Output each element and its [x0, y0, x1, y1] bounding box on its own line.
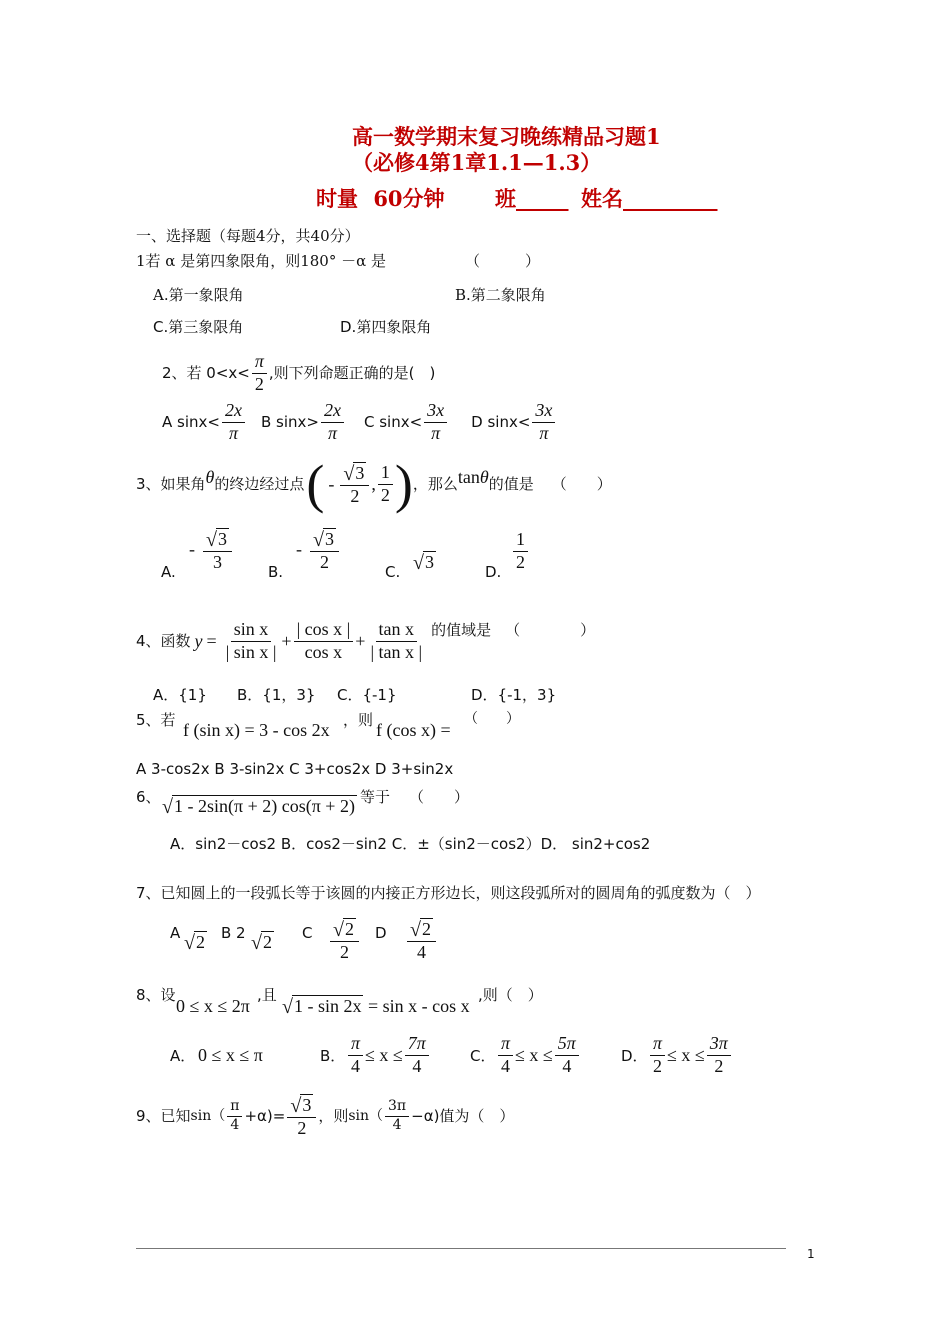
q9-sin-2: sin（: [348, 1107, 384, 1124]
q2-option-c-frac: [424, 401, 447, 444]
q5-condition: f (sin x) = 3 - cos 2x: [183, 720, 330, 740]
q3-stem: [136, 452, 612, 517]
section-heading: 一、选择题（每题4分，共40分）: [136, 227, 360, 245]
q7-option-b-expr: [251, 931, 274, 953]
frac-den: 2: [653, 1055, 663, 1076]
frac-den: | tan x |: [370, 641, 423, 662]
q3-tan: tan: [457, 466, 480, 487]
q9-stem: [136, 1094, 514, 1139]
q4-suffix: 的值域是: [431, 621, 492, 640]
q8-prefix: 8、设: [136, 986, 176, 1004]
q3-sqrt: √ 3: [343, 462, 365, 485]
frac-num: 1: [513, 530, 528, 552]
frac-num: tan x: [376, 620, 418, 642]
frac-den: 2: [297, 1117, 307, 1138]
q8-option-b: B．: [320, 1047, 346, 1065]
q4-option-c: C．{-1}: [337, 686, 397, 704]
q3-mid: 的终边经过点: [214, 475, 305, 494]
sqrt-body: 2: [344, 919, 354, 940]
q8-option-c-expr: [496, 1034, 581, 1077]
time-label: [316, 186, 445, 211]
q2-suffix: ,则下列命题正确的是( ): [268, 364, 436, 383]
q3-theta: θ: [205, 466, 215, 487]
frac-den: 2: [350, 485, 360, 506]
q3-d-frac: [513, 530, 528, 573]
frac-num: 3π: [707, 1034, 731, 1056]
q6-options: A．sin2－cos2 B．cos2－sin2 C．±（sin2－cos2）D． sin2+cos2: [170, 835, 651, 853]
q8-option-d-expr: [648, 1034, 733, 1077]
q4-frac-tan: [367, 620, 425, 663]
name-field: 姓名_________: [581, 186, 718, 211]
q9-plus-a: +α)=: [244, 1107, 286, 1126]
q2-option-c: C sinx<: [363, 413, 423, 432]
frac: [555, 1034, 579, 1077]
frac-num: 1: [378, 463, 393, 485]
sqrt: √ 3: [413, 551, 434, 574]
q4-option-b: B．{1，3}: [237, 686, 316, 704]
q7-option-a-expr: [184, 931, 207, 953]
q4-option-a: A．{1}: [153, 686, 207, 704]
frac-den: 4: [562, 1055, 572, 1076]
q2-frac-den: 2: [254, 373, 264, 394]
sqrt: √ 2: [410, 918, 431, 941]
q3-option-c-expr: [413, 551, 436, 573]
q2-frac-num: π: [252, 352, 267, 374]
q8-option-a: A．: [170, 1047, 196, 1065]
q9-frac-pi-4: [227, 1099, 242, 1133]
q8-option-c: C．: [470, 1047, 496, 1065]
q2-frac-pi-2: [252, 352, 267, 395]
q1-option-b: B.第二象限角: [455, 286, 546, 304]
frac-den: 2: [339, 941, 349, 962]
q2-stem: [162, 352, 435, 395]
frac-num: π: [227, 1099, 242, 1116]
q3-then: ，那么: [412, 475, 458, 494]
time-label-text: 时量: [316, 186, 358, 211]
frac-num: π: [498, 1034, 513, 1056]
q3-prefix: 3、如果角: [136, 475, 206, 494]
page-title: 高一数学期末复习晚练精品习题1: [352, 124, 661, 149]
q7-option-c-expr: [328, 918, 361, 963]
frac-den: 4: [230, 1116, 240, 1133]
sqrt-body: 3: [424, 552, 434, 572]
q4-prefix: 4、函数: [136, 632, 191, 651]
time-unit: 分钟: [402, 186, 445, 211]
q8-mid: ,且: [257, 986, 277, 1004]
q6-suffix: 等于: [360, 788, 391, 806]
q4-y: y: [194, 630, 203, 651]
sqrt-body: 3: [324, 529, 334, 550]
q5-prefix: 5、若: [136, 711, 176, 729]
q3-b-frac: [310, 528, 339, 573]
q3-theta-2: θ: [479, 466, 489, 487]
q3-option-d-expr: [511, 530, 530, 573]
frac: [407, 918, 436, 963]
q9-then: ，则: [318, 1107, 349, 1126]
q1-option-d: D.第四象限角: [340, 318, 432, 336]
q2-option-d: D sinx<: [471, 413, 531, 432]
sqrt-body: 3: [302, 1095, 312, 1116]
q5-options: A 3-cos2x B 3-sin2x C 3+cos2x D 3+sin2x: [136, 760, 454, 778]
q3-frac-1-2: [378, 463, 393, 506]
frac-den: π: [327, 422, 337, 443]
page-subtitle: （必修4第1章1.1—1.3）: [352, 150, 602, 175]
frac: [405, 1034, 429, 1077]
q3-option-a: A.: [161, 563, 176, 581]
q6-expr: [162, 795, 357, 817]
q5-answer-paren: （ ）: [464, 711, 520, 727]
frac: [650, 1034, 665, 1077]
sqrt-body: 3: [355, 463, 365, 484]
q8-option-d: D．: [621, 1047, 648, 1065]
q2-option-b: B sinx>: [260, 413, 319, 432]
frac-num: 5π: [555, 1034, 579, 1056]
q5-target: f (cos x) =: [376, 720, 451, 740]
sqrt-body: 2: [262, 932, 272, 952]
sqrt-body: 3: [217, 529, 227, 550]
frac-num: 3π: [385, 1099, 409, 1116]
q8-b-ineq: ≤ x ≤: [365, 1044, 403, 1065]
sqrt-body: 2: [421, 919, 431, 940]
q9-frac-sqrt3-2: [287, 1094, 316, 1139]
q3-option-a-expr: [189, 528, 234, 573]
sqrt: √ 3: [313, 528, 334, 551]
sqrt-body: 2: [195, 932, 205, 952]
q1-option-a: A.第一象限角: [153, 286, 244, 304]
frac-num: sin x: [231, 620, 272, 642]
q3-comma: ,: [371, 473, 376, 494]
q3-b-minus: -: [296, 539, 302, 560]
sqrt: √ 3: [290, 1094, 312, 1117]
q3-minus: -: [328, 473, 335, 494]
q3-option-d: D.: [485, 563, 502, 581]
frac: [498, 1034, 513, 1077]
frac-den: 4: [501, 1055, 511, 1076]
q6-prefix: 6、: [136, 788, 161, 806]
q4-answer-paren: （ ）: [505, 621, 596, 640]
q3-answer-paren: （ ）: [551, 475, 612, 494]
q9-frac-3pi-4: [385, 1099, 409, 1133]
sqrt: √ 1 - sin 2x: [282, 995, 362, 1018]
q2-options: [162, 401, 557, 444]
q7-option-a: A: [170, 924, 181, 942]
q5-then: ，则: [343, 711, 374, 729]
sqrt-body: 1 - 2sin(π + 2) cos(π + 2): [173, 796, 355, 816]
q9-prefix: 9、已知: [136, 1107, 191, 1126]
q2-option-d-frac: [532, 401, 555, 444]
q8-sqrt-expr: [282, 995, 363, 1017]
page-number: 1: [807, 1247, 815, 1261]
q4-plus-1: +: [281, 630, 292, 651]
frac-den: π: [431, 422, 441, 443]
frac-den: 2: [516, 551, 525, 572]
class-field: 班_____: [495, 186, 569, 211]
q1-option-c: C.第三象限角: [153, 318, 244, 336]
frac-num: | cos x |: [294, 620, 354, 642]
frac-num: 2x: [321, 401, 344, 423]
frac-den: | sin x |: [225, 641, 277, 662]
q4-eq: =: [206, 630, 217, 651]
sqrt: √ 2: [184, 931, 205, 954]
q7-option-b: B 2: [221, 924, 246, 942]
sqrt: √ 2: [251, 931, 272, 954]
q4-frac-sin: [223, 620, 280, 663]
frac-den: 3: [212, 551, 222, 572]
q4-stem: [136, 620, 595, 663]
sqrt: √ 1 - 2sin(π + 2) cos(π + 2): [162, 795, 355, 818]
frac-den: 4: [412, 1055, 422, 1076]
q8-d-ineq: ≤ x ≤: [667, 1044, 705, 1065]
frac-den: cos x: [304, 641, 343, 662]
q8-c-ineq: ≤ x ≤: [515, 1044, 553, 1065]
q8-suffix: ,则（ ）: [478, 986, 543, 1004]
frac-den: 4: [416, 941, 426, 962]
frac: [330, 918, 359, 963]
q6-answer-paren: （ ）: [409, 788, 470, 806]
q3-left-paren: (: [306, 454, 325, 514]
q8-condition: 0 ≤ x ≤ 2π: [176, 996, 250, 1016]
q2-prefix: 2、若 0<x<: [162, 364, 250, 383]
frac-num: 7π: [405, 1034, 429, 1056]
frac-den: 4: [392, 1116, 402, 1133]
frac-den: 4: [351, 1055, 361, 1076]
frac-den: 2: [714, 1055, 724, 1076]
q4-plus-2: +: [355, 630, 366, 651]
q3-suffix: 的值是: [488, 475, 534, 494]
q8-option-a-expr: 0 ≤ x ≤ π: [198, 1045, 263, 1065]
q3-right-paren: ): [394, 454, 413, 514]
q9-suffix: −α)值为（ ）: [411, 1107, 515, 1126]
q7-option-d: D: [375, 924, 387, 942]
q2-option-a: A sinx<: [162, 413, 220, 432]
frac-num: π: [650, 1034, 665, 1056]
sqrt: √ 2: [333, 918, 354, 941]
q2-option-a-frac: [222, 401, 245, 444]
q3-option-b: B.: [268, 563, 284, 581]
q1-stem: 1若 α 是第四象限角，则180° －α 是: [136, 252, 387, 270]
q1-answer-paren: （ ）: [465, 252, 541, 270]
frac: [348, 1034, 363, 1077]
q8-option-b-expr: [346, 1034, 431, 1077]
sqrt: √ 3: [206, 528, 227, 551]
frac-num: 2x: [222, 401, 245, 423]
q7-stem: 7、已知圆上的一段弧长等于该圆的内接正方形边长，则这段弧所对的圆周角的弧度数为（ ）: [136, 884, 761, 902]
time-value: 60: [373, 186, 403, 211]
footer-divider: [136, 1248, 786, 1249]
q4-frac-cos: [294, 620, 354, 663]
frac-den: π: [228, 422, 238, 443]
q3-option-c: C.: [385, 563, 401, 581]
q3-frac-sqrt3-2: [340, 462, 369, 507]
q7-option-c: C: [302, 924, 313, 942]
q3-a-minus: -: [189, 539, 195, 560]
q7-option-d-expr: [405, 918, 438, 963]
frac-num: 3x: [424, 401, 447, 423]
q3-option-b-expr: [296, 528, 341, 573]
q3-a-frac: [203, 528, 232, 573]
frac-den: 2: [319, 551, 329, 572]
frac-den: 2: [380, 484, 390, 505]
sqrt-body: 1 - sin 2x: [293, 996, 362, 1016]
q9-sin: sin（: [190, 1107, 226, 1124]
q4-option-d: D．{-1，3}: [471, 686, 557, 704]
frac-den: π: [539, 422, 549, 443]
frac-num: π: [348, 1034, 363, 1056]
frac: [707, 1034, 731, 1077]
q8-rhs: = sin x - cos x: [368, 996, 470, 1016]
q2-option-b-frac: [321, 401, 344, 444]
frac-num: 3x: [532, 401, 555, 423]
